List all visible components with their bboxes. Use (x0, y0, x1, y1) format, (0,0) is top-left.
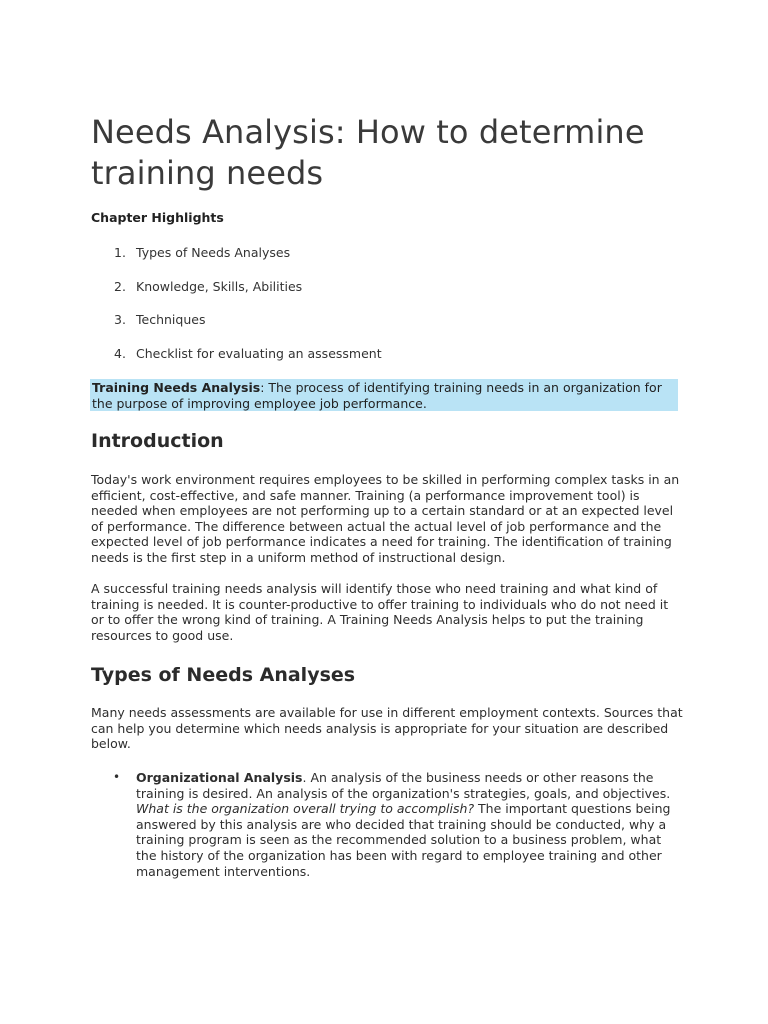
highlight-item (91, 311, 382, 345)
analysis-question: What is the organization overall trying to accomplish? (136, 801, 475, 817)
highlight-text: Checklist for evaluating an assessment (136, 346, 382, 362)
highlight-item (91, 278, 382, 312)
definition-term: Training Needs Analysis (92, 380, 261, 395)
introduction-paragraph: Today's work environment requires employees to be skilled in performing complex tasks in an efficient, cost-effective, and safe manner. Training (a performance improvement tool) is needed when employees are not performing up to a certain standard or at an expected level of performance. The difference between actual the actual level of job performance and the expected level of job performance indicates a need for training. The identification of training needs is the first step in a uniform method of instructional design. (91, 472, 680, 565)
highlight-text: Techniques (136, 312, 206, 328)
highlight-item (91, 244, 382, 278)
types-intro-paragraph: Many needs assessments are available for use in different employment contexts. Sources that can help you determine which needs analysis is appropriate for your situation are described below. (91, 705, 683, 752)
chapter-highlights-heading: Chapter Highlights (91, 210, 224, 225)
bullet-icon: • (113, 770, 121, 784)
introduction-paragraph: A successful training needs analysis will identify those who need training and what kind of training is needed. It is counter-productive to offer training to individuals who do not need it or to offer the wrong kind of training. A Training Needs Analysis helps to put the training resources to good use. (91, 581, 669, 643)
definition-callout (90, 379, 678, 411)
analysis-item (91, 770, 683, 879)
types-heading: Types of Needs Analyses (91, 664, 356, 686)
document-title: Needs Analysis: How to determine training needs (91, 113, 645, 192)
highlight-number: 2. (114, 278, 126, 294)
highlight-number: 3. (114, 312, 126, 328)
introduction-heading: Introduction (91, 430, 224, 452)
highlight-number: 4. (114, 346, 126, 362)
chapter-highlights-list (91, 244, 382, 379)
analysis-term: Organizational Analysis (136, 770, 303, 785)
analysis-text-continued: The important questions being answered by this analysis are who decided that training should be conducted, why a training program is seen as the recommended solution to a business problem, what the history of the organization has been with regard to employee training and other management interventions. (136, 801, 671, 879)
analysis-text: . An analysis of the business needs or other reasons the training is desired. An analysis of the organization's strategies, goals, and objectives. (136, 770, 671, 801)
highlight-text: Types of Needs Analyses (136, 245, 291, 260)
highlight-item (91, 345, 382, 379)
highlight-text: Knowledge, Skills, Abilities (136, 278, 303, 294)
highlight-number: 1. (114, 245, 126, 260)
definition-text: : The process of identifying training needs in an organization for the purpose of improving employee job performance. (92, 380, 662, 411)
analyses-list (91, 770, 683, 879)
